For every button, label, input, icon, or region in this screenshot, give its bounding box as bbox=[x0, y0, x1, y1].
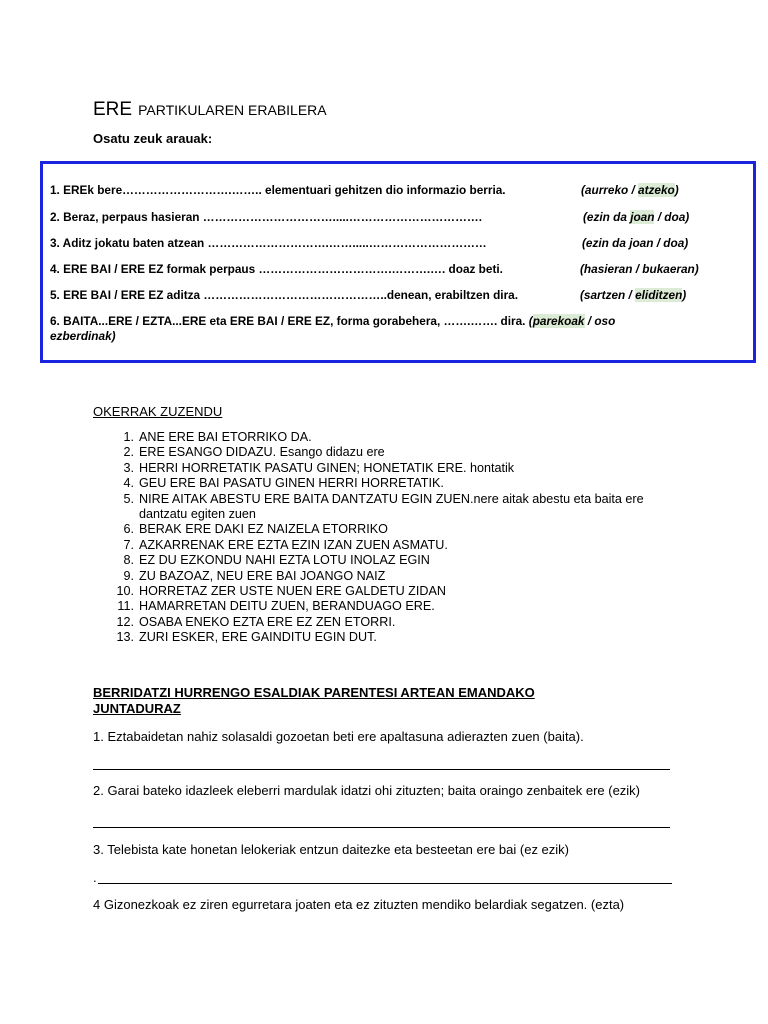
hint-pre: (sartzen / bbox=[580, 288, 636, 302]
rule-text: 1. EREk bere……………………….…….. elementuari gehitzen dio informazio berria. bbox=[50, 183, 506, 197]
rule-hint bbox=[583, 210, 689, 224]
item-text: HAMARRETAN DEITU ZUEN, BERANDUAGO ERE. bbox=[139, 599, 435, 614]
rule-4 bbox=[50, 262, 745, 276]
answer-line-1[interactable] bbox=[93, 769, 670, 770]
exercise-1: 1. Eztabaidetan nahiz solasaldi gozoetan beti ere apaltasuna adierazten zuen (baita). bbox=[93, 729, 584, 744]
list-item bbox=[116, 430, 676, 445]
hint-highlight: parekoak bbox=[532, 314, 585, 328]
rule-text: 2. Beraz, perpaus hasieran …………………………….....……………………………. bbox=[50, 210, 482, 224]
hint-post: / oso bbox=[584, 314, 616, 328]
answer-line-3-prefix: . bbox=[93, 870, 97, 885]
rule-text: 5. ERE BAI / ERE EZ aditza ………………………………………..denean, erabiltzen dira. bbox=[50, 288, 519, 302]
rule-hint bbox=[581, 183, 679, 197]
list-item bbox=[116, 615, 676, 630]
exercise-2: 2. Garai bateko idazleek eleberri mardulak idatzi ohi zituzten; baita oraingo zenbaitek ere (ezik) bbox=[93, 783, 641, 798]
item-number: 7. bbox=[123, 537, 134, 552]
hint-highlight: atzeko bbox=[638, 183, 675, 197]
hint-pre: (aurreko / bbox=[581, 183, 639, 197]
item-text: HERRI HORRETATIK PASATU GINEN; HONETATIK ERE. hontatik bbox=[139, 460, 515, 475]
item-number: 4. bbox=[123, 476, 134, 491]
answer-line-2[interactable] bbox=[93, 827, 670, 828]
item-text: GEU ERE BAI PASATU GINEN HERRI HORRETATIK. bbox=[139, 476, 444, 491]
okerrak-list bbox=[116, 430, 676, 646]
rule-hint bbox=[580, 288, 686, 302]
title-rest: PARTIKULAREN ERABILERA bbox=[138, 102, 327, 118]
item-number: 3. bbox=[123, 460, 134, 475]
list-item bbox=[116, 476, 676, 491]
rule-text: 6. BAITA...ERE / EZTA...ERE eta ERE BAI / ERE EZ, forma gorabehera, …….……. dira. bbox=[50, 314, 526, 328]
item-number: 11. bbox=[117, 599, 134, 614]
rule-6 bbox=[50, 314, 745, 343]
hint-pre: (ezin da bbox=[583, 210, 631, 224]
okerrak-title: OKERRAK ZUZENDU bbox=[93, 404, 223, 419]
item-number: 5. bbox=[123, 491, 134, 506]
list-item bbox=[116, 553, 676, 568]
item-number: 10. bbox=[116, 584, 134, 599]
rule-1 bbox=[50, 183, 745, 197]
item-text: NIRE AITAK ABESTU ERE BAITA DANTZATU EGIN ZUEN.nere aitak abestu eta baita ere dantzatu egiten zuen bbox=[139, 491, 644, 522]
item-number: 12. bbox=[116, 614, 134, 629]
exercise-3: 3. Telebista kate honetan lelokeriak entzun daitezke eta besteetan ere bai (ez ezik) bbox=[93, 842, 570, 857]
list-item bbox=[116, 461, 676, 476]
rule-text: 4. ERE BAI / ERE EZ formak perpaus …………………………….……….…. doaz beti. bbox=[50, 262, 503, 276]
page-subtitle: Osatu zeuk arauak: bbox=[93, 131, 213, 146]
item-text: BERAK ERE DAKI EZ NAIZELA ETORRIKO bbox=[139, 522, 388, 537]
list-item bbox=[116, 569, 676, 584]
list-item bbox=[116, 538, 676, 553]
item-number: 1. bbox=[123, 430, 134, 444]
berridatzi-title: BERRIDATZI HURRENGO ESALDIAK PARENTESI ARTEAN EMANDAKO JUNTADURAZ bbox=[93, 685, 535, 716]
item-text: ZURI ESKER, ERE GAINDITU EGIN DUT. bbox=[139, 630, 377, 645]
item-text: AZKARRENAK ERE EZTA EZIN IZAN ZUEN ASMATU. bbox=[139, 537, 448, 552]
rules-box bbox=[40, 161, 756, 363]
list-item bbox=[116, 445, 676, 460]
item-number: 9. bbox=[123, 568, 134, 583]
hint-highlight: joan bbox=[630, 210, 655, 224]
item-number: 13. bbox=[116, 630, 134, 645]
exercise-4: 4 Gizonezkoak ez ziren egurretara joaten eta ez zituzten mendiko belardiak segatzen. (ezta) bbox=[93, 897, 625, 912]
list-item bbox=[116, 630, 676, 645]
hint-post: ) bbox=[674, 183, 679, 197]
rule-5 bbox=[50, 288, 745, 302]
list-item bbox=[116, 522, 676, 537]
list-item bbox=[116, 492, 676, 523]
rule-hint-line2: ezberdinak) bbox=[50, 329, 116, 343]
item-text: EZ DU EZKONDU NAHI EZTA LOTU INOLAZ EGIN bbox=[139, 553, 430, 568]
item-number: 6. bbox=[123, 522, 134, 537]
item-text: HORRETAZ ZER USTE NUEN ERE GALDETU ZIDAN bbox=[139, 584, 446, 599]
list-item bbox=[116, 599, 676, 614]
item-text: OSABA ENEKO EZTA ERE EZ ZEN ETORRI. bbox=[139, 614, 396, 629]
list-item bbox=[116, 584, 676, 599]
hint-post: ) bbox=[682, 288, 687, 302]
item-number: 8. bbox=[123, 553, 134, 568]
item-text: ERE ESANGO DIDAZU. Esango didazu ere bbox=[139, 445, 385, 460]
title-ere: ERE bbox=[93, 99, 133, 120]
rule-2 bbox=[50, 210, 745, 224]
hint-highlight: eliditzen bbox=[635, 288, 683, 302]
rule-hint: (hasieran / bukaeran) bbox=[580, 262, 699, 276]
page-title bbox=[93, 99, 327, 121]
hint-post: / doa) bbox=[654, 210, 690, 224]
hint-pre: ( bbox=[528, 314, 533, 328]
rule-3 bbox=[50, 236, 745, 250]
item-number: 2. bbox=[123, 445, 134, 460]
rule-hint bbox=[529, 314, 616, 328]
item-text: ZU BAZOAZ, NEU ERE BAI JOANGO NAIZ bbox=[139, 568, 386, 583]
answer-line-3[interactable] bbox=[98, 883, 672, 884]
item-text: ANE ERE BAI ETORRIKO DA. bbox=[139, 430, 312, 444]
rule-hint: (ezin da joan / doa) bbox=[582, 236, 689, 250]
rule-text: 3. Aditz jokatu baten atzean ………………………….…….....………………………… bbox=[50, 236, 487, 250]
